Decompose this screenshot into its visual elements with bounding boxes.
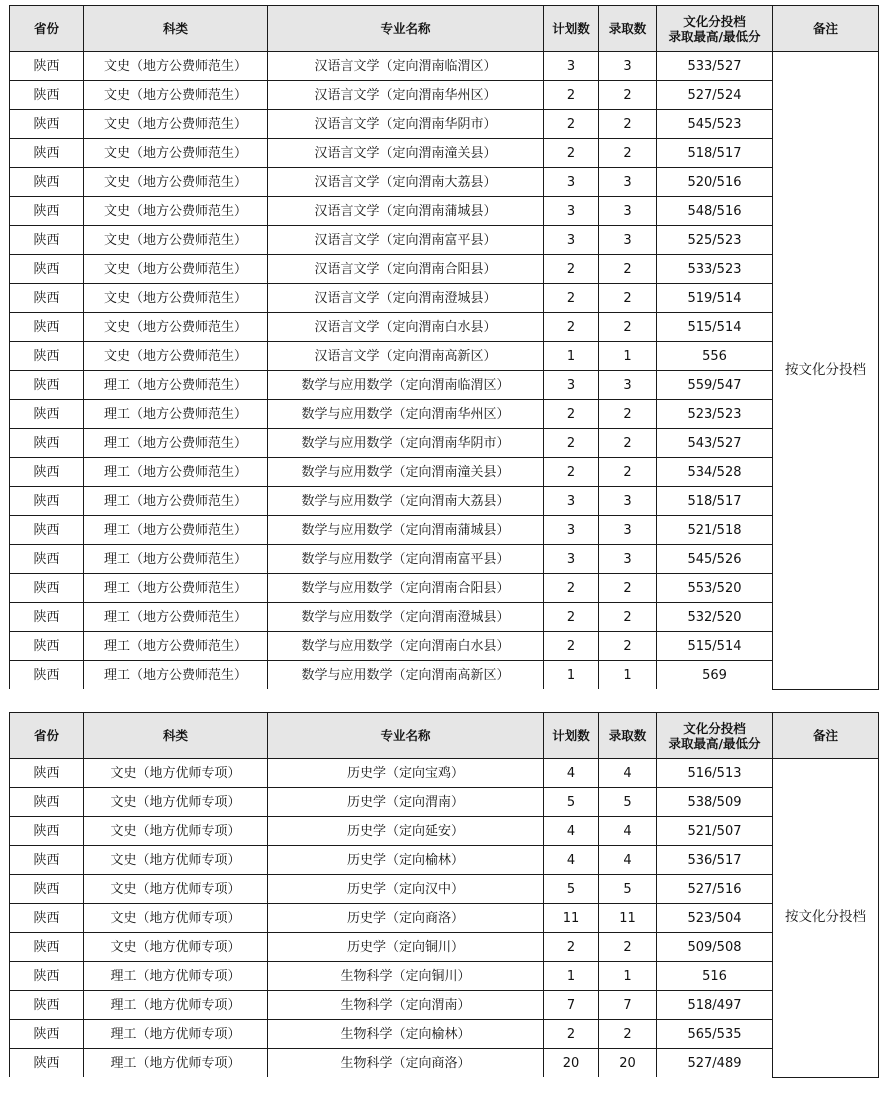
cell-category: 文史（地方公费师范生）: [84, 284, 268, 313]
cell-admit: 7: [599, 991, 657, 1020]
cell-category: 文史（地方公费师范生）: [84, 52, 268, 81]
table-row: [10, 458, 879, 487]
cell-province: 陕西: [10, 255, 84, 284]
cell-admit: 11: [599, 904, 657, 933]
cell-province: 陕西: [10, 545, 84, 574]
cell-plan: 3: [544, 168, 599, 197]
table-body: [10, 52, 879, 690]
cell-major: 历史学（定向渭南）: [268, 788, 544, 817]
table-header-row: [10, 6, 879, 52]
cell-province: 陕西: [10, 1020, 84, 1049]
cell-major: 历史学（定向商洛）: [268, 904, 544, 933]
cell-province: 陕西: [10, 371, 84, 400]
cell-category: 理工（地方公费师范生）: [84, 574, 268, 603]
cell-category: 理工（地方公费师范生）: [84, 545, 268, 574]
cell-score: 556: [657, 342, 773, 371]
cell-major: 汉语言文学（定向渭南蒲城县）: [268, 197, 544, 226]
cell-admit: 2: [599, 110, 657, 139]
cell-score: 520/516: [657, 168, 773, 197]
table-row: [10, 933, 879, 962]
cell-major: 数学与应用数学（定向渭南澄城县）: [268, 603, 544, 632]
cell-category: 文史（地方公费师范生）: [84, 110, 268, 139]
cell-plan: 4: [544, 817, 599, 846]
cell-province: 陕西: [10, 632, 84, 661]
cell-major: 数学与应用数学（定向渭南合阳县）: [268, 574, 544, 603]
cell-score: 521/518: [657, 516, 773, 545]
table-row: [10, 371, 879, 400]
cell-admit: 3: [599, 545, 657, 574]
table-row: [10, 904, 879, 933]
cell-category: 文史（地方公费师范生）: [84, 226, 268, 255]
header-note: 备注: [773, 713, 879, 759]
header-province: 省份: [10, 6, 84, 52]
cell-score: 515/514: [657, 313, 773, 342]
cell-score: 548/516: [657, 197, 773, 226]
cell-major: 数学与应用数学（定向渭南白水县）: [268, 632, 544, 661]
cell-major: 数学与应用数学（定向渭南大荔县）: [268, 487, 544, 516]
table-row: [10, 313, 879, 342]
cell-admit: 3: [599, 197, 657, 226]
cell-province: 陕西: [10, 962, 84, 991]
table-row: [10, 991, 879, 1020]
cell-province: 陕西: [10, 313, 84, 342]
cell-admit: 3: [599, 487, 657, 516]
table-row: [10, 817, 879, 846]
admission-table-special-program: [9, 712, 879, 1078]
cell-admit: 3: [599, 516, 657, 545]
cell-category: 文史（地方优师专项）: [84, 904, 268, 933]
cell-plan: 2: [544, 110, 599, 139]
cell-category: 理工（地方公费师范生）: [84, 632, 268, 661]
table-row: [10, 574, 879, 603]
cell-plan: 2: [544, 139, 599, 168]
cell-plan: 7: [544, 991, 599, 1020]
cell-category: 文史（地方公费师范生）: [84, 139, 268, 168]
cell-category: 文史（地方公费师范生）: [84, 197, 268, 226]
cell-score: 516: [657, 962, 773, 991]
cell-score: 545/523: [657, 110, 773, 139]
cell-plan: 2: [544, 284, 599, 313]
header-category: 科类: [84, 713, 268, 759]
table-body: [10, 759, 879, 1078]
table-row: [10, 1020, 879, 1049]
cell-plan: 5: [544, 875, 599, 904]
cell-plan: 20: [544, 1049, 599, 1078]
cell-admit: 3: [599, 168, 657, 197]
cell-major: 历史学（定向宝鸡）: [268, 759, 544, 788]
cell-admit: 3: [599, 52, 657, 81]
cell-score: 536/517: [657, 846, 773, 875]
cell-score: 521/507: [657, 817, 773, 846]
cell-province: 陕西: [10, 400, 84, 429]
cell-admit: 5: [599, 875, 657, 904]
cell-score: 569: [657, 661, 773, 690]
cell-plan: 3: [544, 52, 599, 81]
cell-score: 518/517: [657, 139, 773, 168]
cell-admit: 5: [599, 788, 657, 817]
cell-score: 523/523: [657, 400, 773, 429]
cell-admit: 2: [599, 632, 657, 661]
cell-major: 数学与应用数学（定向渭南高新区）: [268, 661, 544, 690]
cell-province: 陕西: [10, 168, 84, 197]
cell-plan: 4: [544, 846, 599, 875]
cell-score: 553/520: [657, 574, 773, 603]
cell-category: 文史（地方优师专项）: [84, 846, 268, 875]
cell-admit: 2: [599, 603, 657, 632]
header-score: [657, 6, 773, 52]
header-major: 专业名称: [268, 713, 544, 759]
cell-admit: 2: [599, 933, 657, 962]
cell-major: 数学与应用数学（定向渭南华阴市）: [268, 429, 544, 458]
cell-category: 理工（地方优师专项）: [84, 1049, 268, 1078]
header-note: 备注: [773, 6, 879, 52]
cell-major: 数学与应用数学（定向渭南潼关县）: [268, 458, 544, 487]
admission-table-public-funded: [9, 5, 879, 690]
cell-admit: 1: [599, 661, 657, 690]
table-row: [10, 342, 879, 371]
table-row: [10, 487, 879, 516]
cell-major: 汉语言文学（定向渭南合阳县）: [268, 255, 544, 284]
cell-admit: 2: [599, 458, 657, 487]
cell-category: 文史（地方公费师范生）: [84, 255, 268, 284]
table-row: [10, 110, 879, 139]
cell-plan: 2: [544, 933, 599, 962]
cell-admit: 1: [599, 342, 657, 371]
cell-major: 数学与应用数学（定向渭南蒲城县）: [268, 516, 544, 545]
cell-plan: 11: [544, 904, 599, 933]
cell-score: 523/504: [657, 904, 773, 933]
cell-admit: 2: [599, 400, 657, 429]
cell-score: 543/527: [657, 429, 773, 458]
cell-admit: 2: [599, 81, 657, 110]
cell-category: 文史（地方优师专项）: [84, 875, 268, 904]
cell-score: 515/514: [657, 632, 773, 661]
cell-major: 历史学（定向榆林）: [268, 846, 544, 875]
cell-category: 理工（地方优师专项）: [84, 962, 268, 991]
cell-plan: 1: [544, 962, 599, 991]
cell-major: 历史学（定向延安）: [268, 817, 544, 846]
cell-province: 陕西: [10, 81, 84, 110]
table-row: [10, 1049, 879, 1078]
header-score-line1: 文化分投档: [683, 13, 746, 29]
cell-major: 历史学（定向铜川）: [268, 933, 544, 962]
cell-province: 陕西: [10, 226, 84, 255]
cell-category: 理工（地方公费师范生）: [84, 661, 268, 690]
cell-score: 527/516: [657, 875, 773, 904]
cell-admit: 2: [599, 255, 657, 284]
cell-score: 533/527: [657, 52, 773, 81]
cell-category: 理工（地方公费师范生）: [84, 429, 268, 458]
cell-major: 汉语言文学（定向渭南临渭区）: [268, 52, 544, 81]
cell-plan: 2: [544, 81, 599, 110]
header-score-line2: 录取最高/最低分: [668, 735, 761, 751]
cell-major: 汉语言文学（定向渭南大荔县）: [268, 168, 544, 197]
header-plan: 计划数: [544, 6, 599, 52]
cell-category: 理工（地方优师专项）: [84, 1020, 268, 1049]
cell-major: 汉语言文学（定向渭南富平县）: [268, 226, 544, 255]
cell-province: 陕西: [10, 846, 84, 875]
cell-province: 陕西: [10, 788, 84, 817]
cell-plan: 1: [544, 342, 599, 371]
table-row: [10, 516, 879, 545]
cell-province: 陕西: [10, 574, 84, 603]
cell-major: 汉语言文学（定向渭南华州区）: [268, 81, 544, 110]
cell-plan: 5: [544, 788, 599, 817]
cell-admit: 20: [599, 1049, 657, 1078]
cell-plan: 2: [544, 255, 599, 284]
cell-score: 538/509: [657, 788, 773, 817]
cell-province: 陕西: [10, 875, 84, 904]
header-plan: 计划数: [544, 713, 599, 759]
cell-major: 汉语言文学（定向渭南高新区）: [268, 342, 544, 371]
cell-plan: 3: [544, 545, 599, 574]
table-row: [10, 226, 879, 255]
cell-score: 516/513: [657, 759, 773, 788]
cell-admit: 4: [599, 846, 657, 875]
cell-score: 545/526: [657, 545, 773, 574]
cell-score: 534/528: [657, 458, 773, 487]
table-row: [10, 962, 879, 991]
cell-score: 527/524: [657, 81, 773, 110]
cell-province: 陕西: [10, 110, 84, 139]
cell-admit: 2: [599, 139, 657, 168]
cell-category: 理工（地方公费师范生）: [84, 371, 268, 400]
cell-admit: 1: [599, 962, 657, 991]
cell-category: 文史（地方优师专项）: [84, 933, 268, 962]
cell-score: 525/523: [657, 226, 773, 255]
table-row: [10, 168, 879, 197]
cell-score: 518/497: [657, 991, 773, 1020]
cell-score: 527/489: [657, 1049, 773, 1078]
table-row: [10, 759, 879, 788]
table-row: [10, 400, 879, 429]
cell-score: 559/547: [657, 371, 773, 400]
cell-plan: 2: [544, 632, 599, 661]
cell-score: 519/514: [657, 284, 773, 313]
table-header-row: [10, 713, 879, 759]
cell-major: 生物科学（定向铜川）: [268, 962, 544, 991]
cell-score: 518/517: [657, 487, 773, 516]
cell-category: 理工（地方公费师范生）: [84, 487, 268, 516]
table-row: [10, 661, 879, 690]
cell-score: 532/520: [657, 603, 773, 632]
cell-plan: 3: [544, 516, 599, 545]
cell-province: 陕西: [10, 284, 84, 313]
cell-note: 按文化分投档: [773, 759, 879, 1078]
cell-plan: 2: [544, 313, 599, 342]
cell-province: 陕西: [10, 1049, 84, 1078]
cell-category: 理工（地方公费师范生）: [84, 516, 268, 545]
cell-category: 文史（地方公费师范生）: [84, 342, 268, 371]
cell-score: 509/508: [657, 933, 773, 962]
cell-plan: 2: [544, 603, 599, 632]
cell-major: 数学与应用数学（定向渭南临渭区）: [268, 371, 544, 400]
cell-score: 565/535: [657, 1020, 773, 1049]
cell-note: 按文化分投档: [773, 52, 879, 690]
cell-plan: 2: [544, 458, 599, 487]
cell-major: 汉语言文学（定向渭南澄城县）: [268, 284, 544, 313]
header-admit: 录取数: [599, 6, 657, 52]
cell-category: 文史（地方优师专项）: [84, 759, 268, 788]
cell-admit: 4: [599, 817, 657, 846]
cell-province: 陕西: [10, 139, 84, 168]
header-admit: 录取数: [599, 713, 657, 759]
header-category: 科类: [84, 6, 268, 52]
table-row: [10, 255, 879, 284]
cell-category: 文史（地方优师专项）: [84, 788, 268, 817]
table-row: [10, 545, 879, 574]
cell-plan: 3: [544, 226, 599, 255]
cell-province: 陕西: [10, 342, 84, 371]
cell-category: 理工（地方公费师范生）: [84, 458, 268, 487]
cell-score: 533/523: [657, 255, 773, 284]
cell-major: 数学与应用数学（定向渭南华州区）: [268, 400, 544, 429]
cell-province: 陕西: [10, 487, 84, 516]
cell-province: 陕西: [10, 603, 84, 632]
cell-province: 陕西: [10, 759, 84, 788]
cell-province: 陕西: [10, 458, 84, 487]
header-score-line2: 录取最高/最低分: [668, 28, 761, 44]
cell-major: 生物科学（定向榆林）: [268, 1020, 544, 1049]
cell-major: 汉语言文学（定向渭南华阴市）: [268, 110, 544, 139]
cell-admit: 2: [599, 313, 657, 342]
cell-province: 陕西: [10, 817, 84, 846]
cell-plan: 2: [544, 1020, 599, 1049]
cell-major: 历史学（定向汉中）: [268, 875, 544, 904]
table-row: [10, 632, 879, 661]
cell-major: 数学与应用数学（定向渭南富平县）: [268, 545, 544, 574]
table-row: [10, 846, 879, 875]
cell-category: 理工（地方公费师范生）: [84, 400, 268, 429]
table-row: [10, 788, 879, 817]
cell-admit: 2: [599, 429, 657, 458]
cell-major: 汉语言文学（定向渭南潼关县）: [268, 139, 544, 168]
cell-admit: 2: [599, 1020, 657, 1049]
cell-plan: 3: [544, 197, 599, 226]
cell-major: 生物科学（定向渭南）: [268, 991, 544, 1020]
cell-province: 陕西: [10, 516, 84, 545]
header-major: 专业名称: [268, 6, 544, 52]
cell-plan: 2: [544, 400, 599, 429]
table-row: [10, 875, 879, 904]
cell-admit: 4: [599, 759, 657, 788]
cell-plan: 4: [544, 759, 599, 788]
table-row: [10, 284, 879, 313]
cell-plan: 3: [544, 487, 599, 516]
table-row: [10, 197, 879, 226]
cell-province: 陕西: [10, 904, 84, 933]
header-province: 省份: [10, 713, 84, 759]
cell-admit: 3: [599, 226, 657, 255]
cell-plan: 3: [544, 371, 599, 400]
header-score: [657, 713, 773, 759]
cell-plan: 1: [544, 661, 599, 690]
header-score-line1: 文化分投档: [683, 720, 746, 736]
cell-category: 理工（地方公费师范生）: [84, 603, 268, 632]
cell-plan: 2: [544, 574, 599, 603]
cell-category: 文史（地方公费师范生）: [84, 168, 268, 197]
table-row: [10, 52, 879, 81]
cell-category: 文史（地方公费师范生）: [84, 81, 268, 110]
cell-admit: 3: [599, 371, 657, 400]
table-row: [10, 603, 879, 632]
cell-category: 文史（地方优师专项）: [84, 817, 268, 846]
table-row: [10, 81, 879, 110]
cell-plan: 2: [544, 429, 599, 458]
cell-admit: 2: [599, 284, 657, 313]
cell-province: 陕西: [10, 52, 84, 81]
table-row: [10, 139, 879, 168]
cell-category: 文史（地方公费师范生）: [84, 313, 268, 342]
cell-admit: 2: [599, 574, 657, 603]
cell-major: 生物科学（定向商洛）: [268, 1049, 544, 1078]
cell-province: 陕西: [10, 991, 84, 1020]
cell-major: 汉语言文学（定向渭南白水县）: [268, 313, 544, 342]
cell-province: 陕西: [10, 197, 84, 226]
table-row: [10, 429, 879, 458]
cell-category: 理工（地方优师专项）: [84, 991, 268, 1020]
cell-province: 陕西: [10, 429, 84, 458]
cell-province: 陕西: [10, 933, 84, 962]
cell-province: 陕西: [10, 661, 84, 690]
